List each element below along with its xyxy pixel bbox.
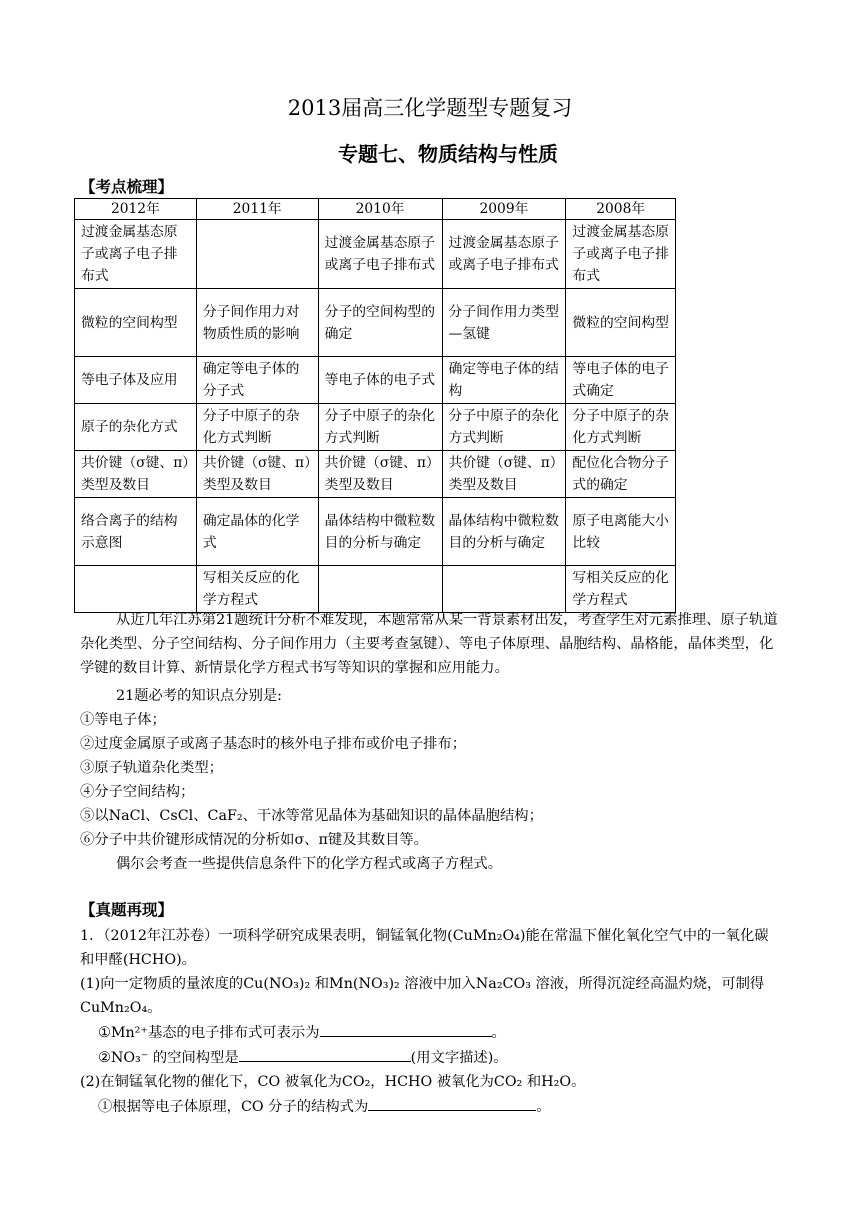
list-item: ③原子轨道杂化类型； [80, 760, 223, 776]
list-item: ④分子空间结构； [80, 784, 195, 800]
table-cell: 原子电离能大小比较 [566, 498, 676, 566]
table-cell: 晶体结构中微粒数目的分析与确定 [442, 498, 566, 566]
table-cell: 共价键（σ键、π）类型及数目 [318, 451, 442, 498]
table-cell: 分子间作用力类型—氢键 [442, 289, 566, 357]
table-cell: 过渡金属基态原子或离子电子排布式 [75, 220, 197, 289]
question-1-part-1b [80, 1045, 780, 1070]
table-cell: 分子中原子的杂化方式判断 [318, 404, 442, 451]
question-text: 。 [491, 1025, 506, 1041]
answer-blank[interactable] [320, 1020, 492, 1037]
table-cell: 配位化合物分子式的确定 [566, 451, 676, 498]
question-text: 。 [536, 1099, 551, 1115]
table-header-cell: 2009年 [442, 199, 566, 220]
table-cell: 分子的空间构型的确定 [318, 289, 442, 357]
table-row [75, 451, 676, 498]
list-item: ⑤以NaCl、CsCl、CaF₂、干冰等常见晶体为基础知识的晶体晶胞结构； [80, 808, 543, 824]
table-header-row [75, 199, 676, 220]
table-row [75, 357, 676, 404]
table-header-cell: 2011年 [196, 199, 318, 220]
table-cell: 等电子体的电子式确定 [566, 357, 676, 404]
table-header-cell: 2012年 [75, 199, 197, 220]
question-text: ①Mn²⁺基态的电子排布式可表示为 [98, 1025, 320, 1041]
table-row [75, 289, 676, 357]
occasional-note: 偶尔会考查一些提供信息条件下的化学方程式或离子方程式。 [116, 856, 503, 872]
question-text: ②NO₃⁻ 的空间构型是 [98, 1050, 239, 1066]
question-1-part-1a [80, 1020, 780, 1045]
table-cell: 微粒的空间构型 [566, 289, 676, 357]
table-cell [196, 220, 318, 289]
list-item: ⑥分子中共价键形成情况的分析如σ、π键及其数目等。 [80, 832, 428, 848]
table-cell: 共价键（σ键、π）类型及数目 [75, 451, 197, 498]
table-row [75, 566, 676, 613]
table-cell: 晶体结构中微粒数目的分析与确定 [318, 498, 442, 566]
table-cell: 共价键（σ键、π）类型及数目 [196, 451, 318, 498]
table-cell: 确定晶体的化学式 [196, 498, 318, 566]
table-row [75, 498, 676, 566]
table-cell: 确定等电子体的分子式 [196, 357, 318, 404]
table-cell: 分子中原子的杂化方式判断 [442, 404, 566, 451]
table-cell: 过渡金属基态原子或离子电子排布式 [566, 220, 676, 289]
table-cell: 原子的杂化方式 [75, 404, 197, 451]
analysis-block [80, 608, 780, 876]
question-1-part-1: (1)向一定物质的量浓度的Cu(NO₃)₂ 和Mn(NO₃)₂ 溶液中加入Na₂CO₃ 溶液，所得沉淀经高温灼烧，可制得CuMn₂O₄。 [80, 976, 765, 1016]
question-text: (用文字描述)。 [410, 1050, 508, 1066]
list-item: ②过度金属原子或离子基态时的核外电子排布或价电子排布； [80, 736, 467, 752]
table-cell [75, 566, 197, 613]
table-cell: 确定等电子体的结构 [442, 357, 566, 404]
table-cell: 等电子体的电子式 [318, 357, 442, 404]
section-heading-real-questions: 【真题再现】 [80, 900, 174, 919]
page-subtitle: 专题七、物质结构与性质 [338, 142, 558, 166]
list-item: ①等电子体； [80, 712, 166, 728]
answer-blank[interactable] [239, 1045, 411, 1062]
table-row [75, 404, 676, 451]
question-1-part-2a [80, 1094, 780, 1119]
answer-blank[interactable] [368, 1094, 536, 1111]
points-intro: 21题必考的知识点分别是: [116, 688, 282, 704]
question-1-part-2: (2)在铜锰氧化物的催化下，CO 被氧化为CO₂，HCHO 被氧化为CO₂ 和H₂O。 [80, 1074, 586, 1090]
table-cell: 分子间作用力对物质性质的影响 [196, 289, 318, 357]
section-heading-key-points: 【考点梳理】 [80, 177, 174, 196]
question-1-stem: 1．（2012年江苏卷）一项科学研究成果表明，铜锰氧化物(CuMn₂O₄)能在常温下催化氧化空气中的一氧化碳和甲醛(HCHO)。 [80, 928, 769, 968]
table-cell: 微粒的空间构型 [75, 289, 197, 357]
table-cell: 络合离子的结构示意图 [75, 498, 197, 566]
exam-topics-table [74, 198, 676, 613]
table-cell: 共价键（σ键、π）类型及数目 [442, 451, 566, 498]
question-text: ①根据等电子体原理，CO 分子的结构式为 [98, 1099, 369, 1115]
table-cell: 分子中原子的杂化方式判断 [566, 404, 676, 451]
table-row [75, 220, 676, 289]
analysis-paragraph: 从近几年江苏第21题统计分析不难发现，本题常常从某一背景素材出发，考查学生对元素推理、原子轨道杂化类型、分子空间结构、分子间作用力（主要考查氢键）、等电子体原理、晶胞结构、晶格能，晶体类型，化学键的数目计算、新情景化学方程式书写等知识的掌握和应用能力。 [80, 612, 778, 676]
table-cell [442, 566, 566, 613]
table-cell: 过渡金属基态原子或离子电子排布式 [318, 220, 442, 289]
table-cell: 分子中原子的杂化方式判断 [196, 404, 318, 451]
table-cell: 写相关反应的化学方程式 [196, 566, 318, 613]
question-block [80, 924, 780, 1119]
page-title: 2013届高三化学题型专题复习 [287, 96, 573, 120]
table-header-cell: 2010年 [318, 199, 442, 220]
table-cell [318, 566, 442, 613]
table-cell: 过渡金属基态原子或离子电子排布式 [442, 220, 566, 289]
table-cell: 等电子体及应用 [75, 357, 197, 404]
table-header-cell: 2008年 [566, 199, 676, 220]
table-cell: 写相关反应的化学方程式 [566, 566, 676, 613]
